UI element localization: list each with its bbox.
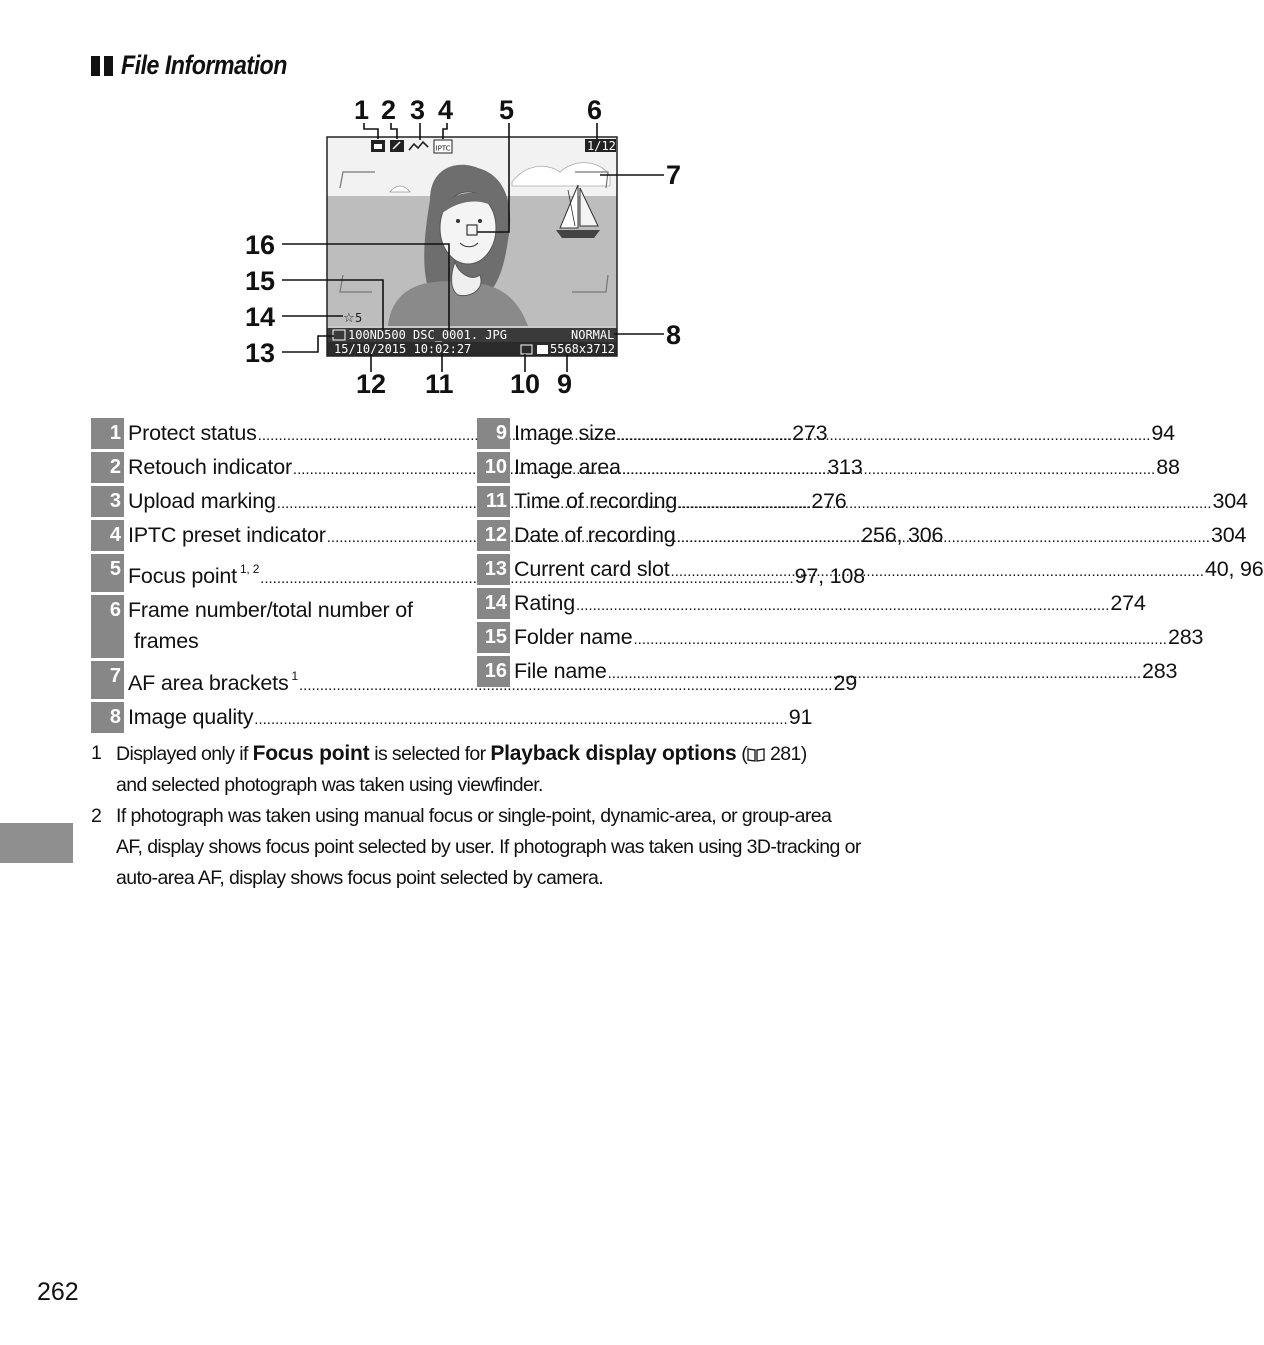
- footnote-ref: 1: [291, 669, 298, 683]
- page-ref: 304: [1212, 489, 1248, 513]
- page-ref: 283: [1167, 625, 1204, 649]
- playback-screen-diagram: [0, 0, 954, 410]
- legend-row: 7 AF area brackets $^1$ ..... 29: [91, 661, 466, 699]
- lcd-screen: [327, 137, 617, 356]
- svg-text:2: 2: [381, 95, 397, 125]
- legend-row: 13 Current card slot ..... 40, 96: [477, 554, 851, 585]
- page-ref: 91: [788, 705, 813, 729]
- page-number: 262: [37, 1278, 79, 1306]
- page-ref: 281): [765, 743, 807, 765]
- legend-row: 5 Focus point $^{1, 2}$ ..... 97, 108: [91, 554, 466, 592]
- legend-row: 12 Date of recording ..... 304: [477, 520, 851, 551]
- svg-text:12: 12: [356, 369, 387, 399]
- footnote: 1 Displayed only if Focus point is selected for Playback display options ( 281) and selected photograph was taken using viewfinder.: [91, 742, 807, 796]
- page-ref: 274: [1110, 591, 1146, 615]
- page-ref: 88: [1156, 455, 1180, 479]
- page-ref: 256, 306: [861, 523, 944, 547]
- legend-row: 9 Image size ..... 94: [477, 418, 851, 449]
- page-ref: 276: [811, 489, 847, 513]
- footnote-ref: 1, 2: [239, 562, 260, 576]
- chapter-tab: [0, 823, 73, 863]
- svg-text:7: 7: [666, 160, 682, 190]
- legend-row: 4 IPTC preset indicator ..... 256, 306: [91, 520, 466, 551]
- legend-row: 11 Time of recording ..... 304: [477, 486, 851, 517]
- folder-file-text: 100ND500 DSC_0001. JPG: [348, 328, 507, 342]
- page-ref: 40, 96: [1204, 557, 1264, 581]
- svg-text:10: 10: [510, 369, 541, 399]
- page-ref: 94: [1151, 421, 1175, 445]
- svg-text:5: 5: [499, 95, 515, 125]
- page-ref: 97, 108: [794, 564, 865, 588]
- quality-text: NORMAL: [571, 328, 615, 342]
- page-ref: 273: [792, 421, 828, 445]
- date-time-text: 15/10/2015 10:02:27: [334, 342, 472, 356]
- svg-text:9: 9: [557, 369, 573, 399]
- svg-text:1: 1: [354, 95, 370, 125]
- image-size-text: 5568x3712: [550, 342, 616, 356]
- svg-text:IPTC: IPTC: [435, 144, 451, 153]
- frame-counter-text: 1/12: [587, 139, 616, 153]
- svg-text:6: 6: [587, 95, 603, 125]
- legend-row: 2 Retouch indicator ..... 313: [91, 452, 466, 483]
- image-size-icon: [537, 345, 548, 354]
- footnote: 2 If photograph was taken using manual focus or single-point, dynamic-area, or group-area AF, display shows focus point selected by user. If photograph was taken using 3D-tracking or auto-area AF, display shows focus point selected by camera.: [91, 805, 861, 889]
- legend-row: 14 Rating ..... 274: [477, 588, 851, 619]
- svg-text:14: 14: [245, 302, 276, 332]
- legend-row: 16 File name ..... 283: [477, 656, 851, 687]
- svg-text:15: 15: [245, 266, 276, 296]
- rating-value: 5: [355, 311, 363, 325]
- page-ref: 283: [1142, 659, 1178, 683]
- svg-text:11: 11: [425, 369, 454, 399]
- page-ref: 313: [827, 455, 863, 479]
- footnotes: [91, 738, 861, 894]
- book-reference-icon: [747, 747, 765, 762]
- svg-text:4: 4: [438, 95, 454, 125]
- legend-row: 3 Upload marking ..... 276: [91, 486, 466, 517]
- svg-text:3: 3: [410, 95, 426, 125]
- legend-row: 6 Frame number/total number of frames: [91, 595, 466, 658]
- page-ref: 29: [833, 671, 857, 695]
- page-ref: 304: [1210, 523, 1247, 547]
- svg-text:8: 8: [666, 320, 682, 350]
- svg-text:13: 13: [245, 338, 276, 368]
- section-title: File Information: [121, 50, 287, 80]
- svg-text:16: 16: [245, 230, 276, 260]
- rating-star-icon: ☆: [343, 311, 355, 326]
- legend-row: 8 Image quality ..... 91: [91, 702, 466, 733]
- legend-row: 1 Protect status ..... 273: [91, 418, 466, 449]
- legend-row: 15 Folder name ..... 283: [477, 622, 851, 653]
- legend-row: 10 Image area ..... 88: [477, 452, 851, 483]
